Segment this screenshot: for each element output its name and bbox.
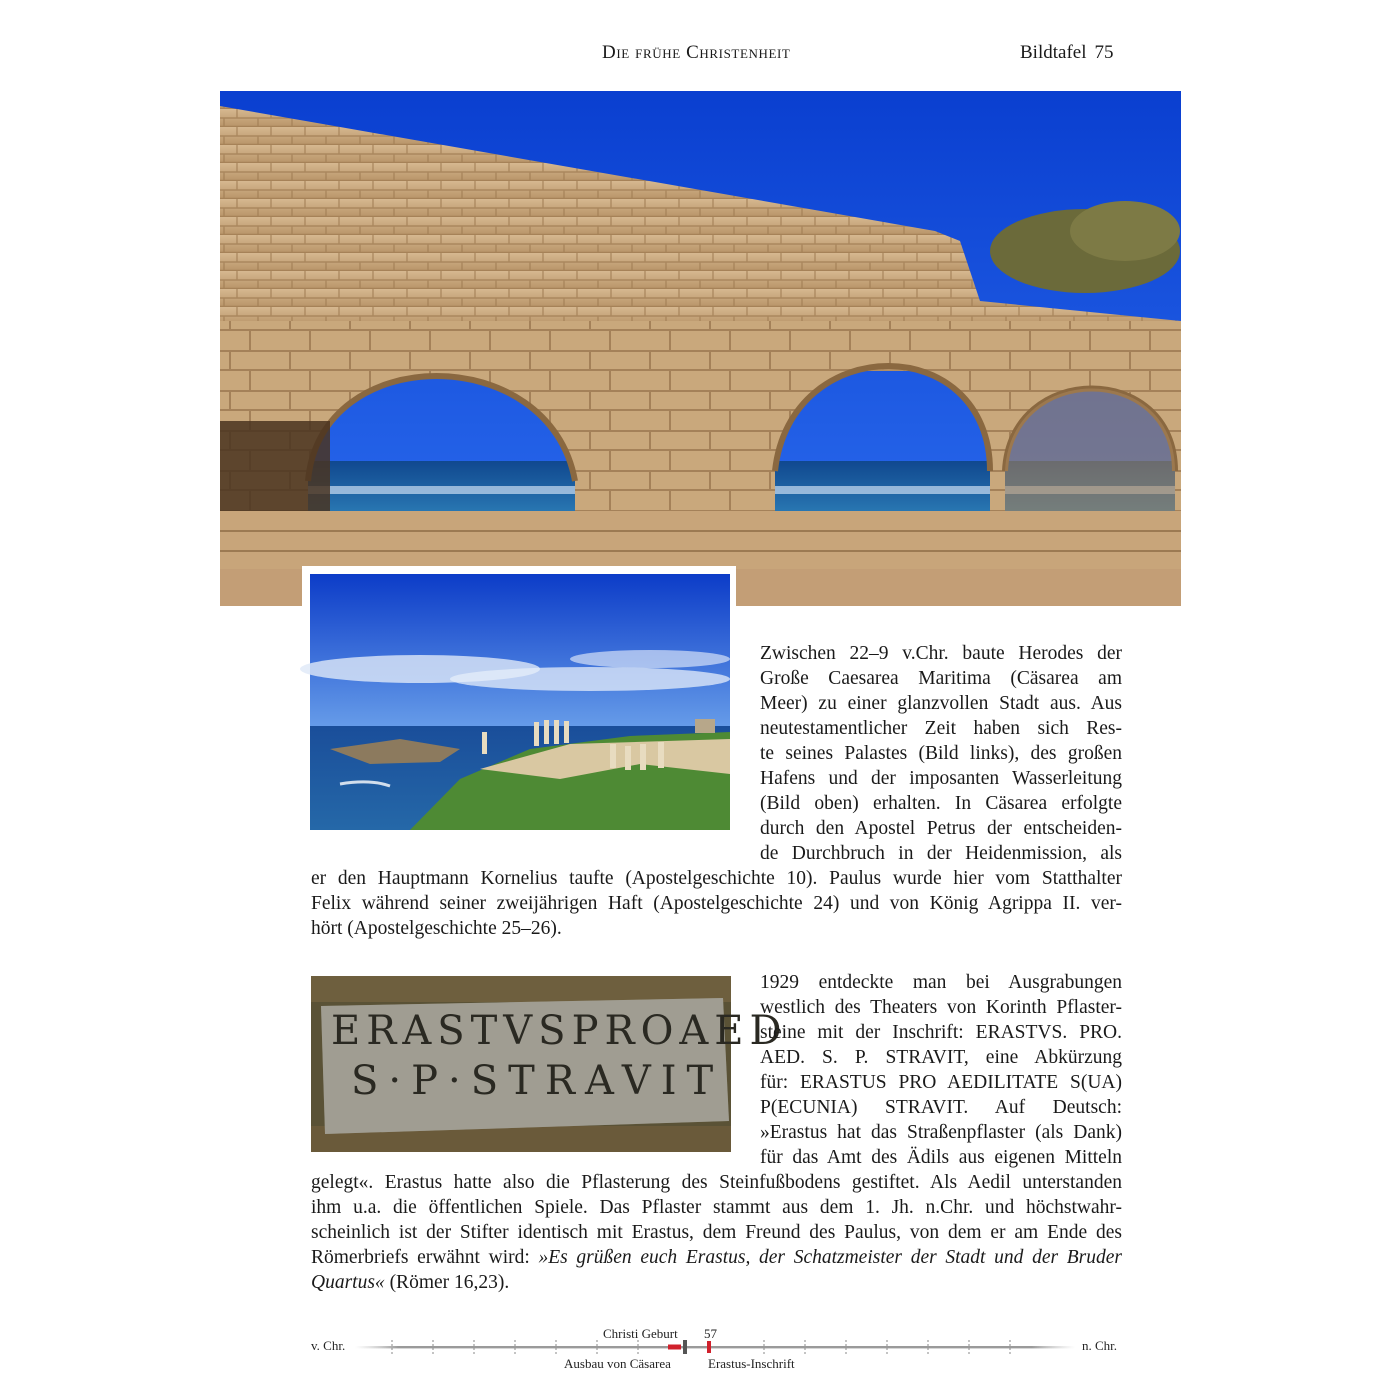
text-line: Felix während seiner zweijährigen Haft (Apostelgeschichte 24) und von König Agrippa II. ver- — [311, 893, 1122, 914]
timeline-axis — [355, 1346, 1075, 1348]
text-line: AED. S. P. STRAVIT, eine Abkürzung — [760, 1047, 1122, 1068]
text-line: Meer) zu einer glanzvollen Stadt aus. Aus — [760, 693, 1122, 714]
erastus-inscription-photo — [311, 976, 788, 1152]
text-line: te seines Palastes (Bild links), des großen — [760, 743, 1122, 764]
text-line — [311, 1270, 1122, 1295]
text-line: steine mit der Inschrift: ERASTVS. PRO. — [760, 1022, 1122, 1043]
palace-coast-photo — [310, 574, 730, 830]
text-line: ihm u.a. die öffentlichen Spiele. Das Pflaster stammt aus dem 1. Jh. n.Chr. und höchstwahr- — [311, 1197, 1122, 1218]
text-line: P(ECUNIA) STRAVIT. Auf Deutsch: — [760, 1097, 1122, 1118]
text-line — [311, 1245, 1122, 1270]
timeline-marker-christi-geburt — [683, 1340, 687, 1354]
text-line: gelegt«. Erastus hatte also die Pflasterung des Steinfußbodens gestiftet. Als Aedil unterstanden — [311, 1172, 1122, 1193]
text-line: durch den Apostel Petrus der entscheiden- — [760, 818, 1122, 839]
plate-number: 75 — [1094, 42, 1114, 63]
timeline-marker-caesarea — [668, 1345, 681, 1350]
text-line: Zwischen 22–9 v.Chr. baute Herodes der — [760, 643, 1122, 664]
paragraph-erastus-wrapped — [760, 970, 1122, 1170]
timeline-right-label: n. Chr. — [1082, 1338, 1118, 1353]
text-line: für das Amt des Ädils aus eigenen Mitteln — [760, 1147, 1122, 1168]
text-line: er den Hauptmann Kornelius taufte (Apostelgeschichte 10). Paulus wurde hier vom Statthalter — [311, 868, 1122, 889]
paragraph-caesarea-wrapped — [760, 641, 1122, 866]
timeline-label-year: 57 — [704, 1326, 717, 1341]
bible-reference: (Römer 16,23). — [384, 1272, 510, 1293]
timeline-label-caesarea: Ausbau von Cäsarea — [564, 1356, 671, 1371]
text-line: de Durchbruch in der Heidenmission, als — [760, 843, 1122, 864]
timeline-left-label: v. Chr. — [311, 1338, 346, 1353]
running-title: Die frühe Christenheit — [602, 42, 791, 63]
timeline-marker-erastus — [707, 1341, 711, 1353]
text-run: Römerbriefs erwähnt wird: — [311, 1247, 539, 1268]
paragraph-erastus-full — [311, 1170, 1122, 1295]
inscription-text-line2: S·P·STRAVIT — [351, 1058, 724, 1104]
text-line: hört (Apostelgeschichte 25–26). — [311, 918, 562, 939]
bible-quote: »Es grüßen euch Erastus, der Schatzmeister der Stadt und der Bruder — [538, 1247, 1123, 1268]
timeline-label-erastus: Erastus-Inschrift — [708, 1356, 795, 1371]
inscription-text-line1: ERASTVSPROAED — [331, 1008, 788, 1054]
text-line: Hafens und der imposanten Wasserleitung — [760, 768, 1122, 789]
text-line: 1929 entdeckte man bei Ausgrabungen — [760, 972, 1122, 993]
plate-label — [1020, 42, 1121, 64]
text-line: (Bild oben) erhalten. In Cäsarea erfolgte — [760, 793, 1122, 814]
text-line: Große Caesarea Maritima (Cäsarea am — [760, 668, 1122, 689]
timeline-label-christi-geburt: Christi Geburt — [603, 1326, 678, 1341]
timeline-bar — [355, 1338, 1075, 1356]
text-line: für: ERASTUS PRO AEDILITATE S(UA) — [760, 1072, 1122, 1093]
text-line: neutestamentlicher Zeit haben sich Res- — [760, 718, 1122, 739]
bible-quote-end: Quartus« — [311, 1272, 385, 1293]
paragraph-caesarea-full — [311, 866, 1122, 941]
aqueduct-photo — [220, 91, 1181, 606]
plate-word: Bildtafel — [1020, 42, 1087, 63]
text-line: westlich des Theaters von Korinth Pflaster- — [760, 997, 1122, 1018]
text-line: scheinlich ist der Stifter identisch mit Erastus, dem Freund des Paulus, von dem er am Ende des — [311, 1222, 1122, 1243]
text-line: »Erastus hat das Straßenpflaster (als Dank) — [760, 1122, 1122, 1143]
